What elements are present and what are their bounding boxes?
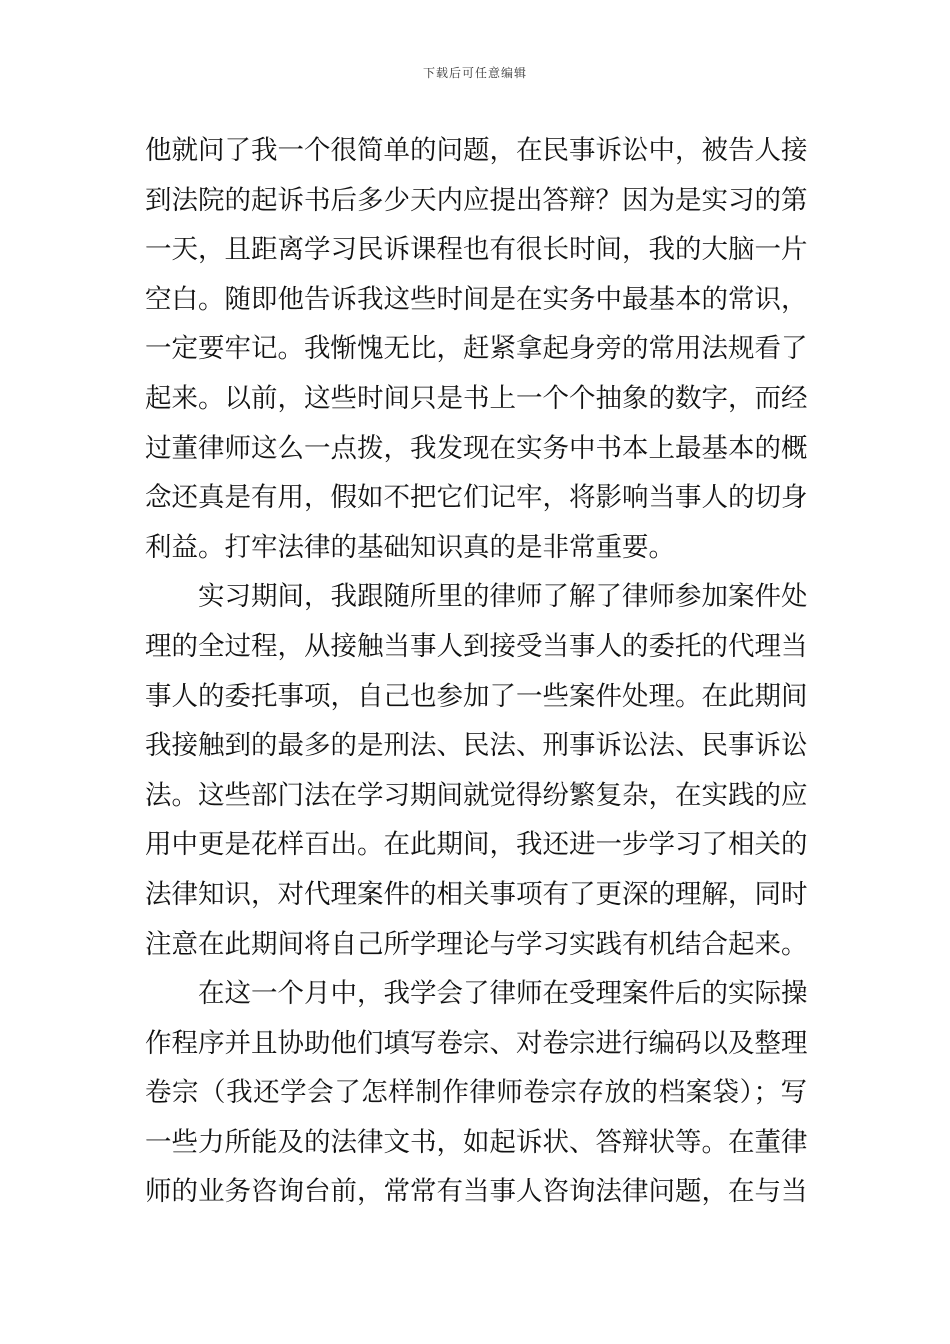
text-line: 我接触到的最多的是刑法、民法、刑事诉讼法、民事诉讼 bbox=[145, 730, 808, 762]
text-line: 到法院的起诉书后多少天内应提出答辩？因为是实习的第 bbox=[145, 184, 808, 216]
text-line: 利益。打牢法律的基础知识真的是非常重要。 bbox=[145, 531, 675, 563]
text-line: 法律知识，对代理案件的相关事项有了更深的理解，同时 bbox=[145, 878, 808, 910]
page-header: 下载后可任意编辑 bbox=[422, 66, 527, 80]
text-line: 法。这些部门法在学习期间就觉得纷繁复杂，在实践的应 bbox=[145, 779, 808, 811]
text-line: 空白。随即他告诉我这些时间是在实务中最基本的常识， bbox=[145, 283, 808, 315]
text-line: 用中更是花样百出。在此期间，我还进一步学习了相关的 bbox=[145, 829, 808, 861]
document-body bbox=[145, 126, 807, 1217]
text-line: 过董律师这么一点拨，我发现在实务中书本上最基本的概 bbox=[145, 432, 808, 464]
text-line: 在这一个月中，我学会了律师在受理案件后的实际操 bbox=[198, 978, 808, 1010]
paragraph-1 bbox=[145, 126, 807, 572]
text-line: 理的全过程，从接触当事人到接受当事人的委托的代理当 bbox=[145, 630, 808, 662]
text-line: 事人的委托事项，自己也参加了一些案件处理。在此期间 bbox=[145, 680, 808, 712]
text-line: 念还真是有用，假如不把它们记牢，将影响当事人的切身 bbox=[145, 482, 808, 514]
text-line: 作程序并且协助他们填写卷宗、对卷宗进行编码以及整理 bbox=[145, 1027, 808, 1059]
text-line: 实习期间，我跟随所里的律师了解了律师参加案件处 bbox=[198, 581, 808, 613]
text-line: 卷宗（我还学会了怎样制作律师卷宗存放的档案袋）；写 bbox=[145, 1077, 807, 1109]
text-line: 一定要牢记。我惭愧无比，赶紧拿起身旁的常用法规看了 bbox=[145, 333, 808, 365]
paragraph-2 bbox=[145, 572, 807, 969]
text-line: 一天，且距离学习民诉课程也有很长时间，我的大脑一片 bbox=[145, 234, 808, 266]
paragraph-3 bbox=[145, 969, 807, 1217]
text-line: 注意在此期间将自己所学理论与学习实践有机结合起来。 bbox=[145, 928, 808, 960]
text-line: 一些力所能及的法律文书，如起诉状、答辩状等。在董律 bbox=[145, 1126, 808, 1158]
text-line: 师的业务咨询台前，常常有当事人咨询法律问题，在与当 bbox=[145, 1176, 808, 1208]
text-line: 他就问了我一个很简单的问题，在民事诉讼中，被告人接 bbox=[145, 135, 808, 166]
text-line: 起来。以前，这些时间只是书上一个个抽象的数字，而经 bbox=[145, 382, 808, 414]
